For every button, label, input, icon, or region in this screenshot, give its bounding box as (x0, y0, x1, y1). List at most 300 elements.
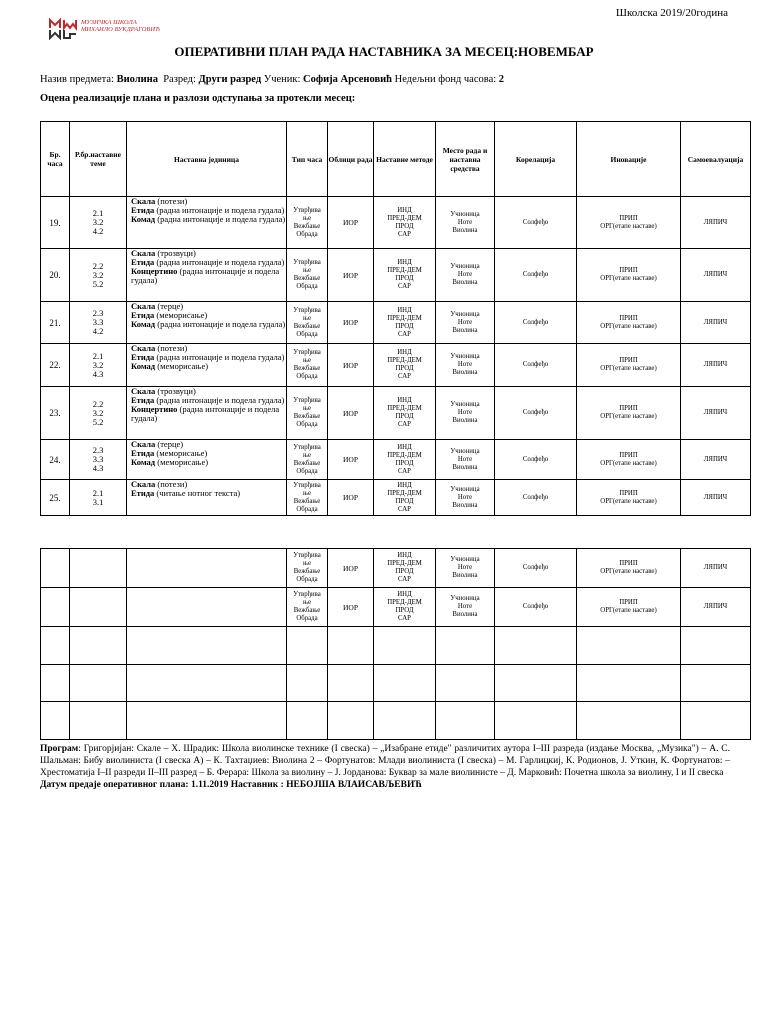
topic-number: 3.2 (92, 269, 104, 280)
teaching-unit-detail: (радна интонације и подела гудала) (155, 214, 286, 224)
topic-numbers-cell (70, 440, 127, 480)
teaching-method-line: ПРЕД-ДЕМ (387, 560, 422, 567)
teaching-method-line: САР (398, 330, 411, 338)
teaching-means-line: Ноте (457, 218, 473, 226)
teaching-unit-name: Етида (131, 205, 155, 215)
self-evaluation-cell: ЛЯПИЧ (681, 440, 751, 480)
teaching-means-line: Учионица (450, 210, 480, 218)
table-row (41, 344, 751, 387)
teaching-method-line: ПРОД (395, 222, 414, 230)
teaching-method-line: ИНД (397, 397, 412, 404)
teaching-means-line: Виолина (452, 226, 478, 234)
teaching-unit-name: Скала (131, 479, 156, 489)
page-title: ОПЕРАТИВНИ ПЛАН РАДА НАСТАВНИКА ЗА МЕСЕЦ:НОВЕМБАР (174, 44, 594, 59)
empty-cell (495, 627, 577, 665)
teaching-means-line: Виолина (452, 611, 478, 618)
teaching-unit-line (131, 267, 286, 285)
teaching-unit-name: Комад (131, 214, 156, 224)
teaching-method-line: ПРЕД-ДЕМ (387, 451, 422, 459)
correlation-cell: Солфеђо (495, 302, 577, 344)
topic-numbers-cell (70, 480, 127, 516)
correlation-cell: Солфеђо (495, 549, 577, 588)
teaching-method-line: ПРЕД-ДЕМ (387, 267, 422, 274)
teaching-unit-cell (127, 302, 287, 344)
teaching-means-line: Виолина (452, 572, 478, 579)
innovation-line: ОРГ(етапе наставе) (600, 322, 657, 330)
teaching-methods-cell (374, 344, 436, 387)
col-header-correlation: Корелација (495, 122, 577, 197)
lesson-type-line: Вежбање (293, 568, 321, 575)
teaching-means-line: Виолина (452, 369, 478, 376)
teaching-means-line: Учионица (450, 556, 480, 563)
teaching-method-line: ПРОД (395, 413, 414, 420)
lesson-type-line: Утврђива (293, 349, 321, 356)
topic-numbers-cell (70, 702, 127, 740)
teaching-method-line: ПРЕД-ДЕМ (387, 214, 422, 222)
lesson-type-line: Обрада (296, 505, 318, 513)
school-year: Школска 2019/20година (615, 7, 728, 19)
teaching-unit-line (131, 489, 286, 498)
teaching-unit-cell (127, 344, 287, 387)
teaching-means-cell (436, 387, 495, 440)
teaching-means-line: Ноте (457, 564, 473, 571)
topic-number: 3.2 (92, 217, 104, 227)
innovation-line: ОРГ(етапе наставе) (600, 222, 657, 230)
innovation-line: ПРИП (619, 599, 638, 606)
empty-cell (328, 665, 374, 702)
lesson-type-cell (287, 549, 328, 588)
lesson-type-line: Обрада (296, 373, 318, 380)
lesson-type-line: Обрада (296, 283, 318, 290)
innovations-cell (577, 197, 681, 249)
topic-number: 2.2 (92, 260, 104, 271)
teaching-means-line: Виолина (452, 279, 478, 286)
logo-text-line2: МИХАИЛО ВУКДРАГОВИЋ (81, 26, 161, 33)
empty-cell (287, 702, 328, 740)
lesson-number: 24. (41, 440, 70, 480)
teaching-method-line: ПРЕД-ДЕМ (387, 405, 422, 412)
teaching-method-line: ПРОД (395, 607, 414, 614)
table-row (41, 588, 751, 627)
lesson-type-line: Вежбање (293, 607, 321, 614)
teaching-unit-detail: (трозвуци) (155, 386, 196, 396)
lesson-type-line: ње (303, 314, 311, 322)
teaching-method-line: ИНД (397, 552, 412, 559)
empty-cell (681, 702, 751, 740)
work-form-cell: ИОР (328, 249, 374, 302)
lesson-type-line: Утврђива (293, 397, 321, 404)
topic-number: 5.2 (92, 416, 104, 427)
teaching-unit-detail: (терце) (155, 439, 184, 449)
submission-date-line: Датум предаје оперативног плана: 1.11.2019 Наставник : НЕБОЈША ВЛАИСАВЉЕВИЋ (40, 780, 422, 790)
teaching-method-line: ПРЕД-ДЕМ (387, 599, 422, 606)
plan-table-continued (40, 548, 751, 740)
teaching-means-cell (436, 302, 495, 344)
teaching-unit-detail: (потези) (155, 196, 188, 206)
lesson-type-cell (287, 302, 328, 344)
teaching-means-cell (436, 588, 495, 627)
topic-number: 4.3 (92, 368, 104, 379)
lesson-type-line: Вежбање (293, 413, 321, 420)
table-row (41, 665, 751, 702)
self-evaluation-cell: ЛЯПИЧ (681, 197, 751, 249)
lesson-type-line: Вежбање (293, 365, 321, 372)
teaching-method-line: ПРЕД-ДЕМ (387, 489, 422, 497)
teaching-means-line: Виолина (452, 417, 478, 424)
teaching-unit-detail: (терце) (155, 301, 184, 311)
student-label: Ученик: (263, 74, 301, 85)
correlation-cell: Солфеђо (495, 344, 577, 387)
lesson-number (41, 549, 70, 588)
teaching-methods-cell (374, 387, 436, 440)
table-row (41, 440, 751, 480)
hours-label: Недељни фонд часова: (394, 74, 497, 85)
teaching-methods-cell (374, 302, 436, 344)
teaching-unit-name: Етида (131, 395, 155, 405)
table-row (41, 480, 751, 516)
innovation-line: ОРГ(етапе наставе) (600, 275, 657, 282)
lesson-type-cell (287, 344, 328, 387)
col-header-num: Бр. часа (41, 122, 70, 197)
topic-number: 4.2 (92, 326, 104, 336)
lesson-type-cell (287, 249, 328, 302)
topic-number: 2.1 (92, 487, 104, 498)
teaching-methods-cell (374, 197, 436, 249)
innovation-line: ПРИП (619, 214, 638, 222)
correlation-cell: Солфеђо (495, 197, 577, 249)
empty-cell (577, 665, 681, 702)
teaching-methods-cell (374, 440, 436, 480)
topic-number: 2.3 (92, 445, 104, 455)
teaching-unit-cell (127, 588, 287, 627)
innovation-line: ОРГ(етапе наставе) (600, 459, 657, 467)
empty-cell (495, 702, 577, 740)
lesson-type-line: Вежбање (293, 275, 321, 282)
teaching-means-line: Учионица (450, 595, 480, 602)
teaching-unit-name: Комад (131, 457, 156, 467)
teaching-unit-detail: (радна интонације и подела гудала) (154, 257, 285, 267)
innovation-line: ОРГ(етапе наставе) (600, 497, 657, 505)
col-header-form: Облици рада (328, 122, 374, 197)
correlation-cell: Солфеђо (495, 588, 577, 627)
empty-cell (374, 702, 436, 740)
logo-text-line1: МУЗИЧКА ШКОЛА (81, 19, 137, 26)
topic-number: 2.2 (92, 398, 104, 409)
lesson-number: 20. (41, 249, 70, 302)
innovations-cell (577, 588, 681, 627)
table-row (41, 249, 751, 302)
col-header-method: Наставне методе (374, 122, 436, 197)
teaching-unit-cell (127, 440, 287, 480)
innovation-line: ОРГ(етапе наставе) (600, 365, 657, 372)
teaching-unit-detail: (меморисање) (154, 310, 208, 320)
grade-label: Разред: (163, 74, 196, 85)
teaching-unit-cell (127, 665, 287, 702)
teaching-unit-cell (127, 627, 287, 665)
self-evaluation-cell: ЛЯПИЧ (681, 302, 751, 344)
subject-line (40, 74, 504, 85)
empty-cell (328, 627, 374, 665)
lesson-type-line: Вежбање (293, 497, 321, 505)
topic-numbers-cell (70, 249, 127, 302)
teaching-unit-detail: (потези) (155, 479, 188, 489)
self-evaluation-cell: ЛЯПИЧ (681, 588, 751, 627)
topic-numbers-cell (70, 387, 127, 440)
teaching-means-line: Ноте (457, 603, 473, 610)
col-header-means: Место рада и наставна средства (436, 122, 495, 197)
lesson-type-line: Утврђива (293, 259, 321, 266)
subject-label: Назив предмета: (40, 74, 114, 85)
lesson-type-line: ње (303, 489, 311, 497)
lesson-number (41, 588, 70, 627)
lesson-type-line: ње (303, 599, 311, 606)
lesson-type-line: Обрада (296, 330, 318, 338)
teaching-method-line: ПРЕД-ДЕМ (387, 314, 422, 322)
teaching-unit-name: Комад (131, 361, 156, 371)
innovations-cell (577, 302, 681, 344)
innovations-cell (577, 440, 681, 480)
teaching-means-line: Учионица (450, 447, 480, 455)
empty-cell (577, 702, 681, 740)
innovation-line: ПРИП (619, 267, 638, 274)
lesson-type-line: Утврђива (293, 552, 321, 559)
innovations-cell (577, 249, 681, 302)
teaching-method-line: ПРЕД-ДЕМ (387, 357, 422, 364)
teaching-unit-name: Етида (131, 257, 155, 267)
teaching-means-cell (436, 440, 495, 480)
teaching-unit-name: Комад (131, 319, 156, 329)
empty-cell (681, 627, 751, 665)
lesson-type-cell (287, 440, 328, 480)
topic-number: 2.3 (92, 308, 104, 318)
teaching-unit-name: Етида (131, 352, 155, 362)
lesson-type-line: Утврђива (293, 306, 321, 314)
teaching-unit-detail: (меморисање) (155, 457, 209, 467)
work-form-cell: ИОР (328, 440, 374, 480)
lesson-type-line: Вежбање (293, 322, 321, 330)
innovation-line: ОРГ(етапе наставе) (600, 413, 657, 420)
teaching-means-line: Виолина (452, 463, 478, 471)
teaching-unit-name: Скала (131, 343, 156, 353)
topic-numbers-cell (70, 302, 127, 344)
teaching-method-line: ПРОД (395, 275, 414, 282)
topic-numbers-cell (70, 588, 127, 627)
teaching-unit-detail: (радна интонације и подела гудала) (154, 395, 285, 405)
lesson-type-line: Вежбање (293, 459, 321, 467)
teaching-methods-cell (374, 549, 436, 588)
col-header-self: Самоевалуација (681, 122, 751, 197)
topic-number: 3.2 (92, 407, 104, 418)
teaching-unit-name: Скала (131, 301, 156, 311)
work-form-cell: ИОР (328, 588, 374, 627)
lesson-type-line: ње (303, 451, 311, 459)
teaching-method-line: САР (398, 283, 411, 290)
teaching-means-line: Учионица (450, 485, 480, 493)
teaching-method-line: ИНД (397, 349, 412, 356)
topic-numbers-cell (70, 665, 127, 702)
empty-cell (577, 627, 681, 665)
teaching-method-line: САР (398, 373, 411, 380)
lesson-type-line: Утврђива (293, 591, 321, 598)
innovation-line: ПРИП (619, 405, 638, 412)
topic-numbers-cell (70, 627, 127, 665)
teaching-unit-detail: (меморисање) (155, 361, 209, 371)
self-evaluation-cell: ЛЯПИЧ (681, 549, 751, 588)
topic-numbers-cell (70, 344, 127, 387)
teaching-method-line: САР (398, 230, 411, 238)
grade-value: Други разред (198, 74, 262, 85)
teaching-unit-detail: (радна интонације и подела гудала) (155, 319, 286, 329)
teaching-method-line: САР (398, 576, 411, 583)
lesson-type-line: ње (303, 357, 311, 364)
lesson-number: 21. (41, 302, 70, 344)
table-header-row (41, 122, 751, 197)
teaching-means-line: Ноте (457, 271, 473, 278)
empty-cell (328, 702, 374, 740)
teaching-unit-detail: (меморисање) (154, 448, 208, 458)
teaching-method-line: САР (398, 421, 411, 428)
empty-cell (287, 627, 328, 665)
empty-cell (436, 665, 495, 702)
lesson-type-line: ње (303, 560, 311, 567)
teaching-method-line: ПРОД (395, 497, 414, 505)
correlation-cell: Солфеђо (495, 480, 577, 516)
lesson-type-line: Обрада (296, 421, 318, 428)
teaching-method-line: ПРОД (395, 322, 414, 330)
lesson-type-cell (287, 588, 328, 627)
col-header-type: Тип часа (287, 122, 328, 197)
teaching-means-line: Учионица (450, 310, 480, 318)
teaching-method-line: ИНД (397, 259, 412, 266)
empty-cell (436, 702, 495, 740)
lesson-type-line: Утврђива (293, 443, 321, 451)
lesson-number: 23. (41, 387, 70, 440)
teaching-method-line: ИНД (397, 443, 412, 451)
lesson-type-line: ње (303, 405, 311, 412)
teaching-unit-detail: (читање нотног текста) (154, 488, 241, 498)
teaching-unit-cell (127, 549, 287, 588)
subject-value: Виолина (116, 74, 158, 85)
teaching-means-line: Ноте (457, 493, 473, 501)
work-form-cell: ИОР (328, 302, 374, 344)
self-evaluation-cell: ЛЯПИЧ (681, 480, 751, 516)
lesson-type-line: Обрада (296, 230, 318, 238)
teaching-means-line: Ноте (457, 409, 473, 416)
teaching-unit-name: Концертино (131, 266, 178, 276)
correlation-cell: Солфеђо (495, 387, 577, 440)
lesson-type-cell (287, 480, 328, 516)
topic-number: 3.1 (92, 496, 104, 507)
table-row (41, 302, 751, 344)
innovations-cell (577, 549, 681, 588)
teaching-unit-line (131, 405, 286, 423)
lesson-type-line: Утврђива (293, 481, 321, 489)
table-row (41, 197, 751, 249)
topic-number: 5.2 (92, 278, 104, 289)
topic-number: 3.2 (92, 359, 104, 370)
lesson-type-line: Обрада (296, 467, 318, 475)
innovations-cell (577, 387, 681, 440)
teaching-method-line: САР (398, 615, 411, 622)
teaching-method-line: ПРОД (395, 459, 414, 467)
lesson-number (41, 702, 70, 740)
teaching-method-line: ИНД (397, 481, 412, 489)
empty-cell (374, 665, 436, 702)
lesson-number: 25. (41, 480, 70, 516)
teaching-means-cell (436, 344, 495, 387)
teaching-unit-line (131, 215, 286, 224)
teaching-methods-cell (374, 249, 436, 302)
hours-value: 2 (498, 74, 505, 85)
innovation-line: ОРГ(етапе наставе) (600, 607, 657, 614)
lesson-type-cell (287, 197, 328, 249)
teaching-means-cell (436, 249, 495, 302)
teaching-means-line: Ноте (457, 318, 473, 326)
teaching-unit-line (131, 458, 286, 467)
teaching-methods-cell (374, 480, 436, 516)
self-evaluation-cell: ЛЯПИЧ (681, 344, 751, 387)
teaching-method-line: ПРОД (395, 365, 414, 372)
table-row (41, 387, 751, 440)
correlation-cell: Солфеђо (495, 249, 577, 302)
self-evaluation-cell: ЛЯПИЧ (681, 249, 751, 302)
work-form-cell: ИОР (328, 549, 374, 588)
empty-cell (681, 665, 751, 702)
teaching-unit-name: Скала (131, 196, 156, 206)
school-logo (48, 16, 198, 42)
table-row (41, 549, 751, 588)
teaching-unit-cell (127, 197, 287, 249)
teaching-unit-cell (127, 387, 287, 440)
teaching-method-line: САР (398, 505, 411, 513)
teaching-method-line: САР (398, 467, 411, 475)
lesson-type-line: ње (303, 267, 311, 274)
lesson-number: 22. (41, 344, 70, 387)
teaching-unit-detail: (трозвуци) (155, 248, 196, 258)
teaching-unit-name: Етида (131, 488, 155, 498)
teaching-unit-line (131, 320, 286, 329)
lesson-number: 19. (41, 197, 70, 249)
topic-number: 4.3 (92, 463, 104, 473)
teaching-unit-name: Скала (131, 248, 156, 258)
table-row (41, 627, 751, 665)
teaching-unit-detail: (радна интонације и подела гудала) (131, 266, 280, 285)
teaching-means-cell (436, 549, 495, 588)
teaching-unit-cell (127, 249, 287, 302)
student-value: Софија Арсеновић (303, 74, 393, 85)
evaluation-line: Оцена реализације плана и разлози одступања за протекли месец: (40, 93, 356, 104)
lesson-number (41, 627, 70, 665)
col-header-unit: Наставна јединица (127, 122, 287, 197)
innovation-line: ОРГ(етапе наставе) (600, 568, 657, 575)
teaching-unit-detail: (радна интонације и подела гудала) (154, 205, 285, 215)
lesson-type-cell (287, 387, 328, 440)
teaching-method-line: ПРОД (395, 568, 414, 575)
topic-numbers-cell (70, 549, 127, 588)
teaching-method-line: ИНД (397, 591, 412, 598)
empty-cell (374, 627, 436, 665)
plan-table (40, 121, 751, 516)
self-evaluation-cell: ЛЯПИЧ (681, 387, 751, 440)
innovations-cell (577, 344, 681, 387)
teaching-means-line: Виолина (452, 501, 478, 509)
teaching-unit-cell (127, 480, 287, 516)
innovation-line: ПРИП (619, 489, 638, 497)
teaching-means-line: Виолина (452, 326, 478, 334)
teaching-unit-name: Скала (131, 439, 156, 449)
innovation-line: ПРИП (619, 357, 638, 364)
topic-number: 3.3 (92, 317, 104, 327)
